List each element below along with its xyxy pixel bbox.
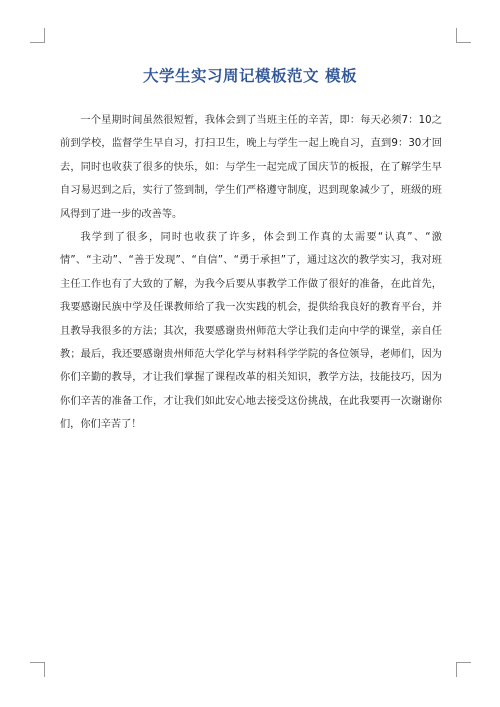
crop-mark-bottom-right xyxy=(456,662,471,677)
crop-mark-top-right xyxy=(456,28,471,43)
crop-mark-top-left xyxy=(30,28,45,43)
document-body xyxy=(60,109,442,437)
crop-mark-bottom-left xyxy=(30,662,45,677)
paragraph-2: 我学到了很多，同时也收获了许多，体会到工作真的太需要“认真”、“激情”、“主动”、“善于发现”、“自信”、“勇于承担”了，通过这次的教学实习，我对班主任工作也有了大致的了解，为我今后要从事教学工作做了很好的准备，在此首先，我要感谢民族中学及任课教师给了我一次实践的机会，提供给我良好的教育平台，并且教导我很多的方法；其次，我要感谢贵州师范大学让我们走向中学的课堂，亲自任教；最后，我还要感谢贵州师范大学化学与材料科学学院的各位领导，老师们，因为你们辛勤的教导，才让我们掌握了课程改革的相关知识，教学方法，技能技巧，因为你们辛苦的准备工作，才让我们如此安心地去接受这份挑战，在此我要再一次谢谢你们，你们辛苦了！ xyxy=(60,232,442,431)
paragraph-1: 一个星期时间虽然很短暂，我体会到了当班主任的辛苦，即：每天必须7：10之前到学校，监督学生早自习，打扫卫生，晚上与学生一起上晚自习，直到9：30才回去，同时也收获了很多的快乐，如：与学生一起完成了国庆节的板报，在了解学生早自习易迟到之后，实行了签到制，学生们严格遵守制度，迟到现象减少了，班级的班风得到了进一步的改善等。 xyxy=(60,115,442,220)
document-title: 大学生实习周记模板范文 模板 xyxy=(143,67,357,85)
